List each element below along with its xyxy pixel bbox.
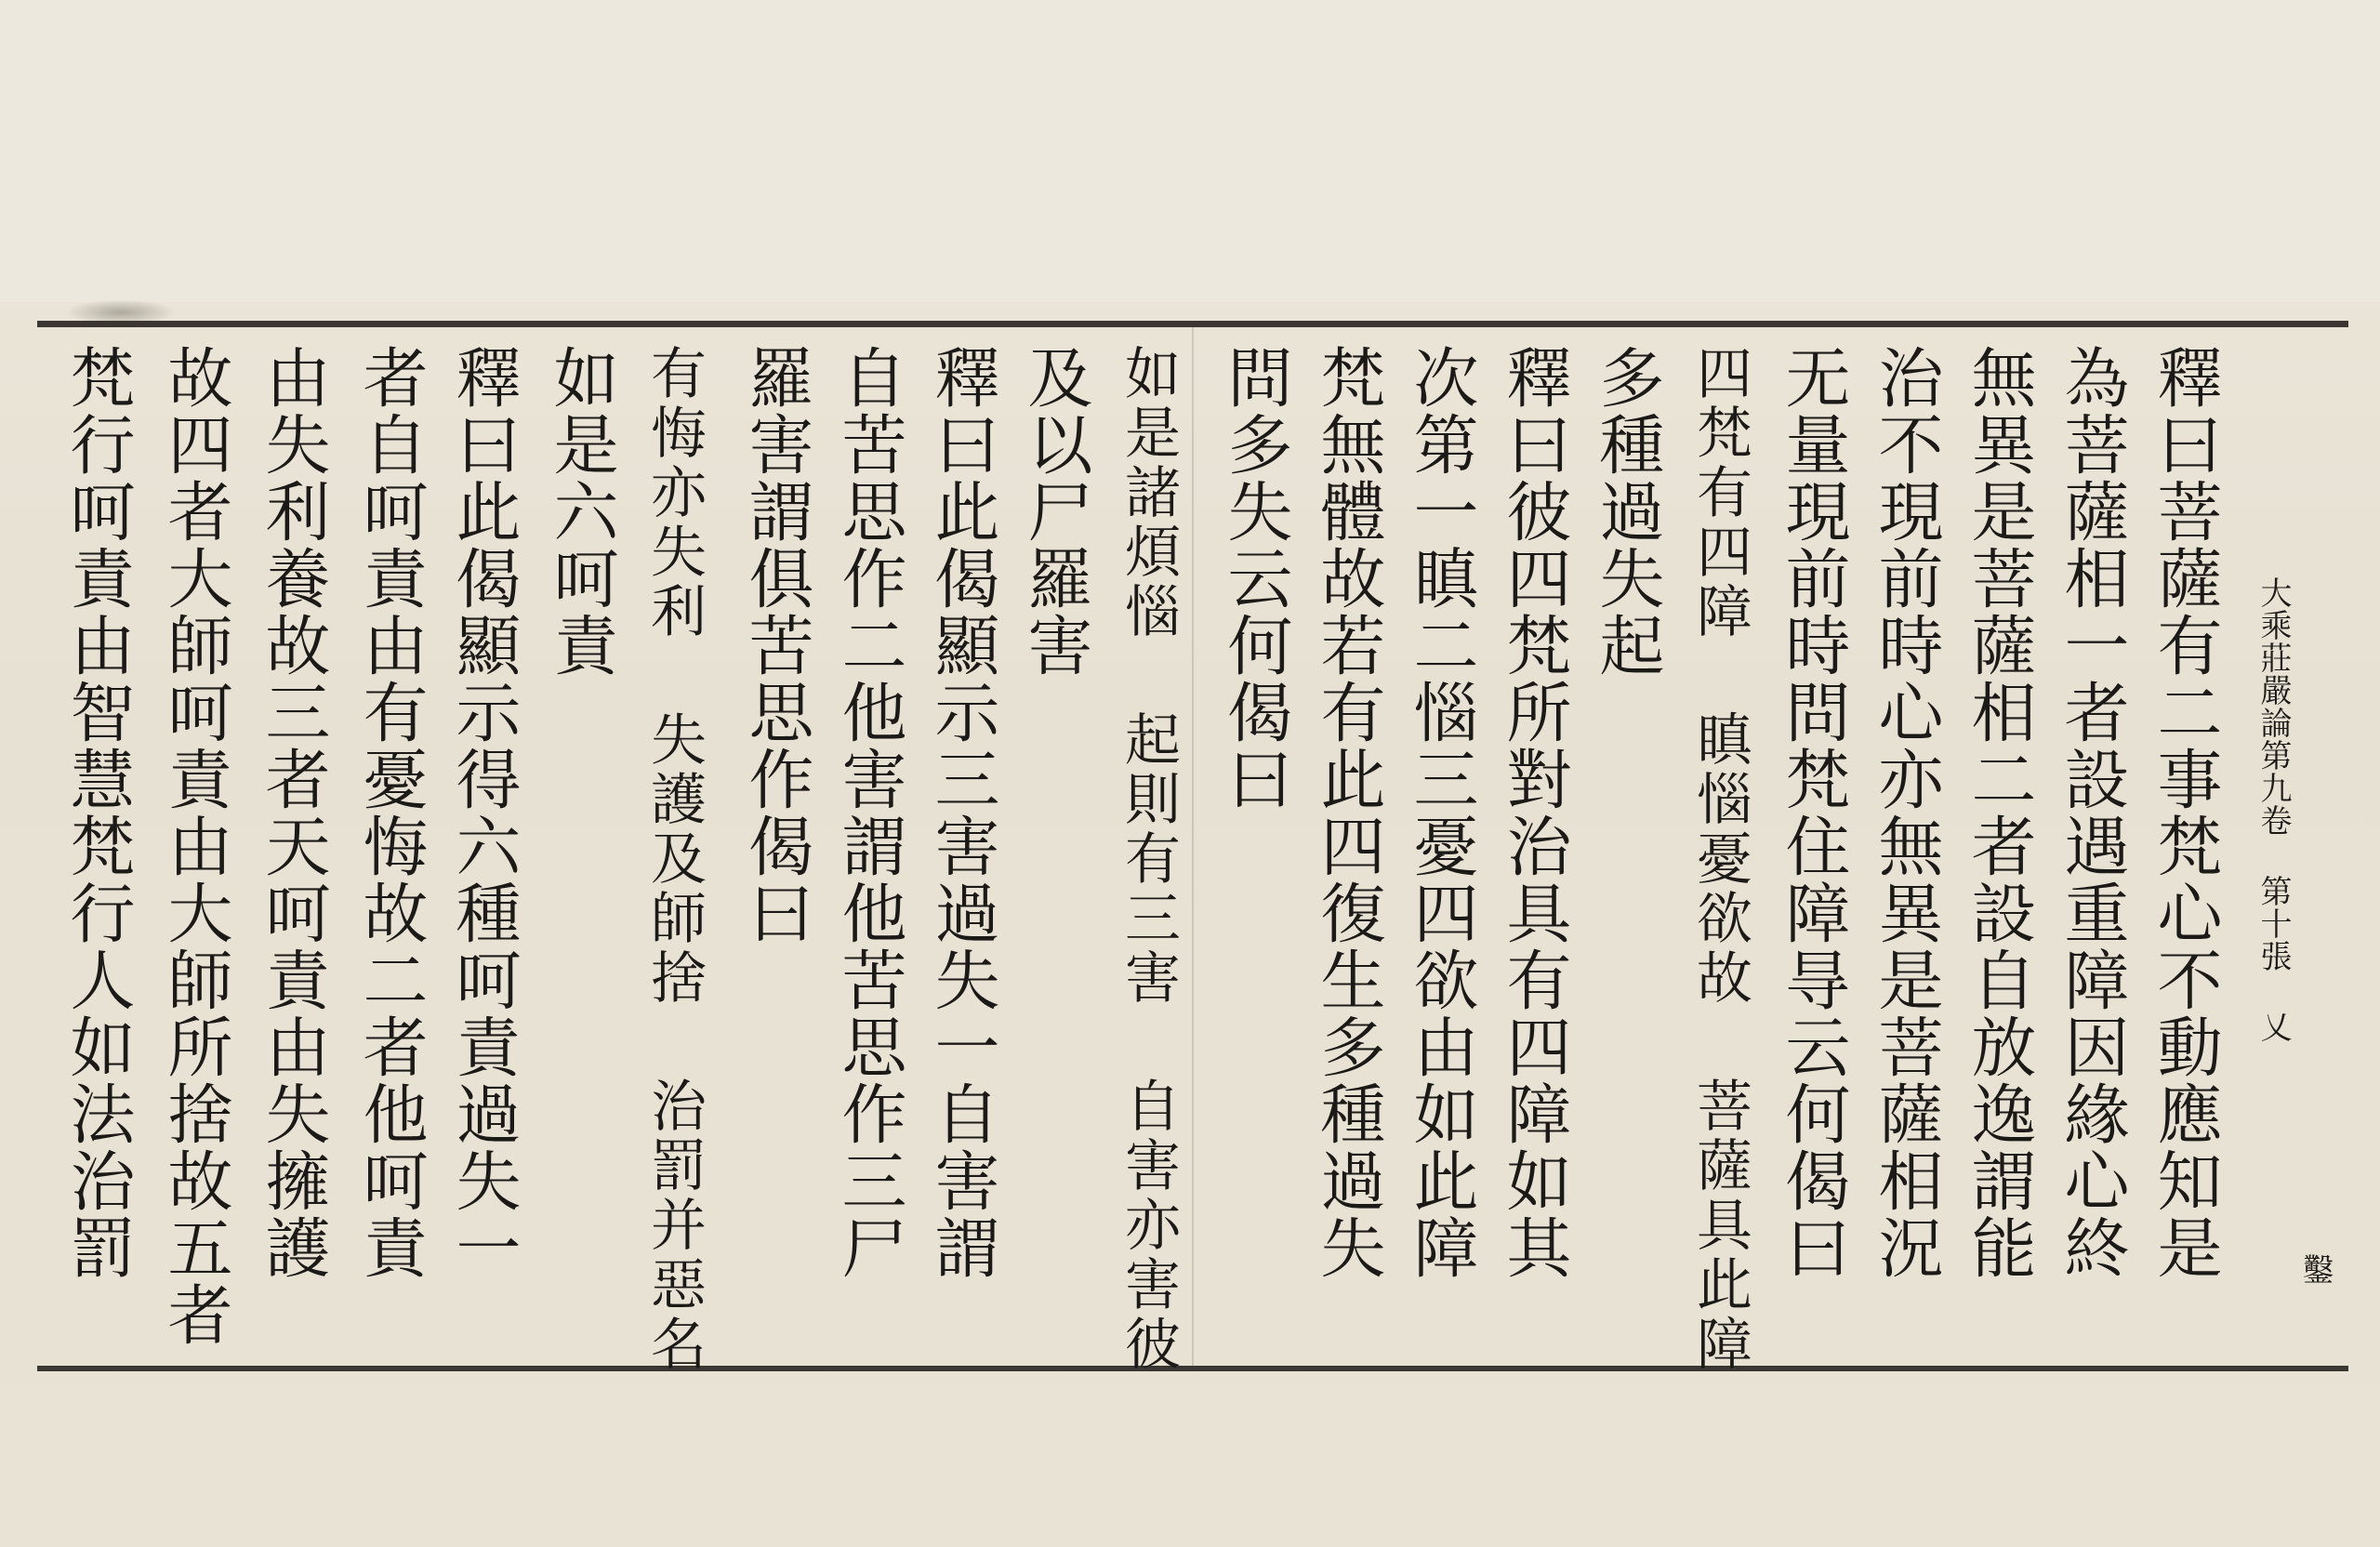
- text-column-19: 釋曰此偈顯示得六種呵責過失一: [445, 344, 522, 1281]
- blank-top-margin: [0, 0, 2380, 302]
- text-column-11: 問多失云何偈曰: [1217, 344, 1293, 813]
- text-column-10: 梵無體故若有此四復生多種過失: [1310, 344, 1386, 1281]
- text-column-5: 无量現前時問梵住障㝵云何偈曰: [1775, 344, 1851, 1281]
- text-column-21: 由失利養故三者天呵責由失擁護: [255, 344, 331, 1281]
- text-column-8: 釋曰彼四梵所對治具有四障如其: [1496, 344, 1572, 1281]
- text-column-18: 如是六呵責: [543, 344, 619, 679]
- text-column-7: 多種過失起: [1589, 344, 1665, 679]
- text-column-14: 釋曰此偈顯示三害過失一自害謂: [924, 344, 1000, 1281]
- text-column-4: 治不現前時心亦無異是菩薩相況: [1868, 344, 1944, 1281]
- text-column-13: 及以尸羅害: [1017, 344, 1093, 679]
- text-column-16: 羅害謂俱苦思作偈曰: [738, 344, 814, 946]
- text-column-22: 故四者大師呵責由大師所捨故五者: [157, 344, 233, 1348]
- text-column-23: 梵行呵責由智慧梵行人如法治罰: [60, 344, 136, 1281]
- verse-column-17: 有悔亦失利 失護及師捨 治罰并惡名: [641, 344, 707, 1374]
- carver-mark: 鑿: [2296, 1253, 2334, 1285]
- verse-column-12: 如是諸煩惱 起則有三害 自害亦害彼: [1116, 344, 1181, 1374]
- margin-title: 大乘莊嚴論第九卷 第十張 乂: [2254, 576, 2292, 1043]
- text-column-2: 為菩薩相一者設遇重障因緣心終: [2054, 344, 2130, 1281]
- text-column-20: 者自呵責由有憂悔故二者他呵責: [352, 344, 429, 1281]
- text-column-9: 次第一瞋二惱三憂四欲由如此障: [1403, 344, 1479, 1281]
- verse-column-6: 四梵有四障 瞋惱憂欲故 菩薩具此障: [1687, 344, 1752, 1374]
- text-column-3: 無異是菩薩相二者設自放逸謂能: [1961, 344, 2037, 1281]
- center-fold-line: [1192, 327, 1194, 1367]
- text-column-15: 自苦思作二他害謂他苦思作三尸: [831, 344, 907, 1281]
- text-column-1: 釋曰菩薩有二事梵心不動應知是: [2147, 344, 2223, 1281]
